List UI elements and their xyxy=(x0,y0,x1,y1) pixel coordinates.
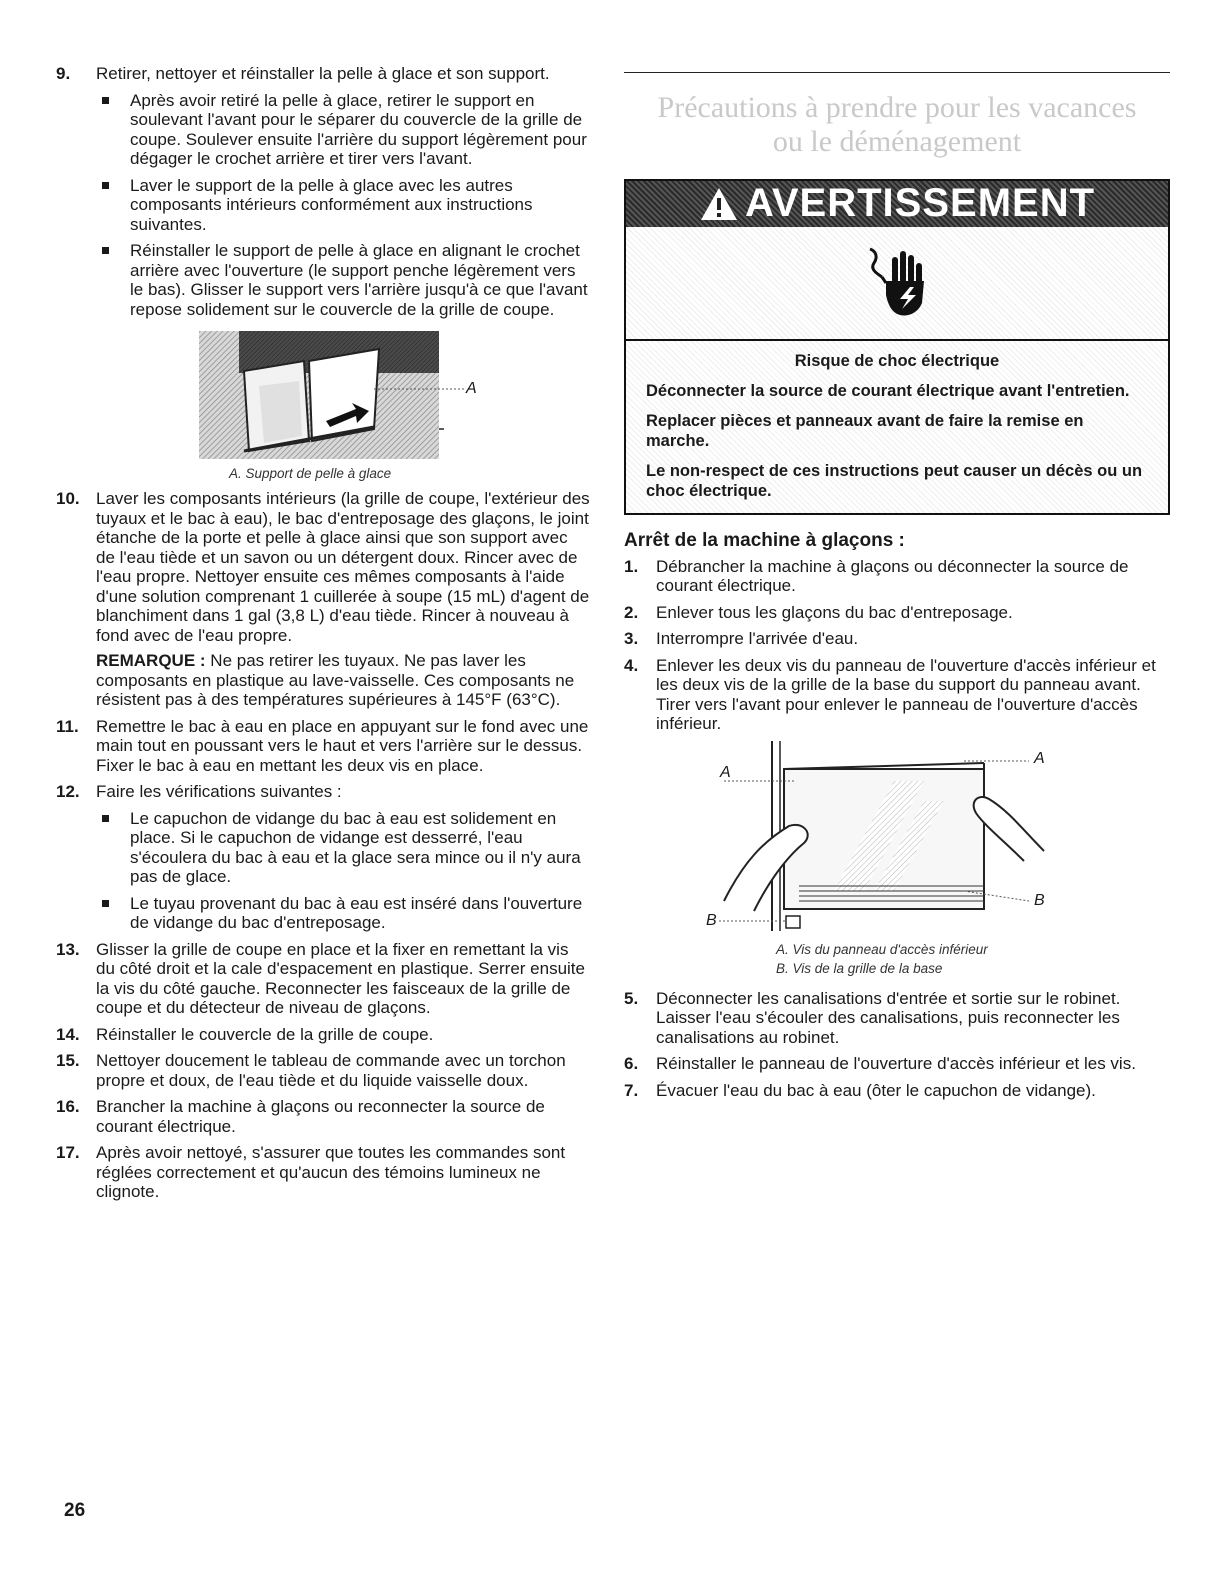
step-12: 12. Faire les vérifications suivantes : Le capuchon de vidange du bac à eau est solidement en place. Si le capuchon de vidange est desserré, l'eau s'écoulera du bac à eau et la glace sera mince ou il n'y aura pas de glace. Le tuyau provenant du bac à eau est inséré dans l'ouverture de vidange du bac d'entreposage. xyxy=(64,782,590,933)
right-column xyxy=(624,64,1170,1107)
label-a-left: A xyxy=(720,763,731,781)
warning-title: Risque de choc électrique xyxy=(794,352,1000,370)
step-16: 16. Brancher la machine à glaçons ou reconnecter la source de courant électrique. xyxy=(56,1097,545,1136)
label-a: A xyxy=(466,380,477,397)
bullet-icon xyxy=(102,815,109,822)
step-4: 4. Enlever les deux vis du panneau de l'ouverture d'accès inférieur et les deux vis de la grille de la base du support du panneau avant. Tirer vers l'avant pour enlever le panneau de l'ouverture d'accès inférieur. xyxy=(624,655,1156,733)
warning-triangle-icon xyxy=(699,186,739,222)
bullet-icon xyxy=(102,247,109,254)
step-9 xyxy=(56,64,590,319)
page-number: 26 xyxy=(64,1500,86,1521)
label-b-left: B xyxy=(706,911,717,929)
step-13: 13. Glisser la grille de coupe en place et la fixer en remettant la vis du côté droit et la cale d'espacement en plastique. Serrer ensuite la vis du côté gauche. Reconnecter les faisceaux de la grille de coupe et du détecteur de niveau de glaçons. xyxy=(56,939,585,1017)
access-panel-illustration xyxy=(624,741,1170,936)
warning-header: AVERTISSEMENT xyxy=(626,181,1168,227)
step-text: Retirer, nettoyer et réinstaller la pelle à glace et son support. xyxy=(96,64,550,83)
bullet-icon xyxy=(102,182,109,189)
section-rule xyxy=(624,72,1170,73)
figure-caption-b: B. Vis de la grille de la base xyxy=(776,960,943,976)
step-14: 14. Réinstaller le couvercle de la grille de coupe. xyxy=(56,1024,434,1044)
step-10: 10. Laver les composants intérieurs (la grille de coupe, l'extérieur des tuyaux et le bac à eau), le bac d'entreposage des glaçons, le joint étanche de la porte et pelle à glace ainsi que son support avec de l'eau tiède et un savon ou un détergent doux. Rincer avec de l'eau propre. Nettoyer ensuite ces mêmes composants à l'aide d'une solution comprenant 1 cuillerée à soupe (15 mL) d'agent de blanchiment dans 1 gal (3,8 L) d'eau tiède. Rincer à nouveau à fond avec de l'eau propre. REMARQUE : Ne pas retirer les tuyaux. Ne pas laver les composants en plastique au lave-vaisselle. Ces composants ne résistent pas à des températures supérieures à 145°F (63°C). xyxy=(56,489,590,709)
step-11: 11. Remettre le bac à eau en place en appuyant sur le fond avec une main tout en poussant vers le haut et vers l'arrière sur le dessus. Fixer le bac à eau en mettant les deux vis en place. xyxy=(56,716,589,775)
bullet-item: Laver le support de la pelle à glace avec les autres composants intérieurs conformément aux instructions suivantes. xyxy=(96,176,590,235)
step-number: 9. xyxy=(56,64,71,83)
label-a-right: A xyxy=(1034,749,1045,767)
warning-line: Replacer pièces et panneaux avant de faire la remise en marche. xyxy=(646,412,1084,450)
bullet-item: Le capuchon de vidange du bac à eau est solidement en place. Si le capuchon de vidange est desserré, l'eau s'écoulera du bac à eau et la glace sera mince ou il n'y aura pas de glace. xyxy=(96,809,590,887)
warning-icon-area xyxy=(626,227,1168,341)
left-column xyxy=(56,64,590,1209)
subheading: Arrêt de la machine à glaçons : xyxy=(624,530,905,551)
remark: REMARQUE : Ne pas retirer les tuyaux. Ne pas laver les composants en plastique au lave-vaisselle. Ces composants ne résistent pas à des températures supérieures à 145°F (63°C). xyxy=(96,651,575,709)
bullet-icon xyxy=(102,900,109,907)
warning-body xyxy=(626,341,1168,513)
step-15: 15. Nettoyer doucement le tableau de commande avec un torchon propre et doux, de l'eau tiède et du liquide vaisselle doux. xyxy=(56,1051,566,1090)
step-1: 1. Débrancher la machine à glaçons ou déconnecter la source de courant électrique. xyxy=(624,556,1129,595)
section-title: Précautions à prendre pour les vacances ou le déménagement xyxy=(657,91,1137,158)
step-7: 7. Évacuer l'eau du bac à eau (ôter le capuchon de vidange). xyxy=(624,1080,1096,1100)
warning-line: Le non-respect de ces instructions peut causer un décès ou un choc électrique. xyxy=(646,462,1143,500)
label-b-right: B xyxy=(1034,891,1045,909)
electric-shock-hand-icon xyxy=(862,243,932,323)
bullet-item: Réinstaller le support de pelle à glace en alignant le crochet arrière avec l'ouverture (le support penche légèrement vers le bas). Glisser le support vers l'arrière jusqu'à ce que l'avant repose solidement sur le couvercle de la grille de coupe. xyxy=(96,241,590,319)
figure-caption-a: A. Vis du panneau d'accès inférieur xyxy=(776,941,988,957)
step-6: 6. Réinstaller le panneau de l'ouverture d'accès inférieur et les vis. xyxy=(624,1054,1136,1073)
figure-caption: A. Support de pelle à glace xyxy=(229,466,392,481)
figure-access-panel xyxy=(624,741,1170,981)
bullet-icon xyxy=(102,97,109,104)
warning-line: Déconnecter la source de courant électrique avant l'entretien. xyxy=(646,382,1130,400)
bullet-item: Le tuyau provenant du bac à eau est inséré dans l'ouverture de vidange du bac d'entreposage. xyxy=(96,894,590,933)
step-5: 5. Déconnecter les canalisations d'entrée et sortie sur le robinet. Laisser l'eau s'écouler des canalisations, puis reconnecter les canalisations au robinet. xyxy=(624,988,1121,1047)
warning-box xyxy=(624,179,1170,515)
figure-ice-scoop-holder xyxy=(64,331,590,481)
ice-scoop-holder-illustration xyxy=(64,331,590,459)
bullet-item: Après avoir retiré la pelle à glace, retirer le support en soulevant l'avant pour le séparer du couvercle de la grille de coupe. Soulever ensuite l'arrière du support légèrement pour dégager le crochet arrière et tirer vers l'avant. xyxy=(96,91,590,169)
step-17: 17. Après avoir nettoyé, s'assurer que toutes les commandes sont réglées correctement et qu'aucun des témoins lumineux ne clignote. xyxy=(56,1143,566,1201)
step-3: 3. Interrompre l'arrivée d'eau. xyxy=(624,629,859,648)
step-2: 2. Enlever tous les glaçons du bac d'entreposage. xyxy=(624,602,1013,622)
